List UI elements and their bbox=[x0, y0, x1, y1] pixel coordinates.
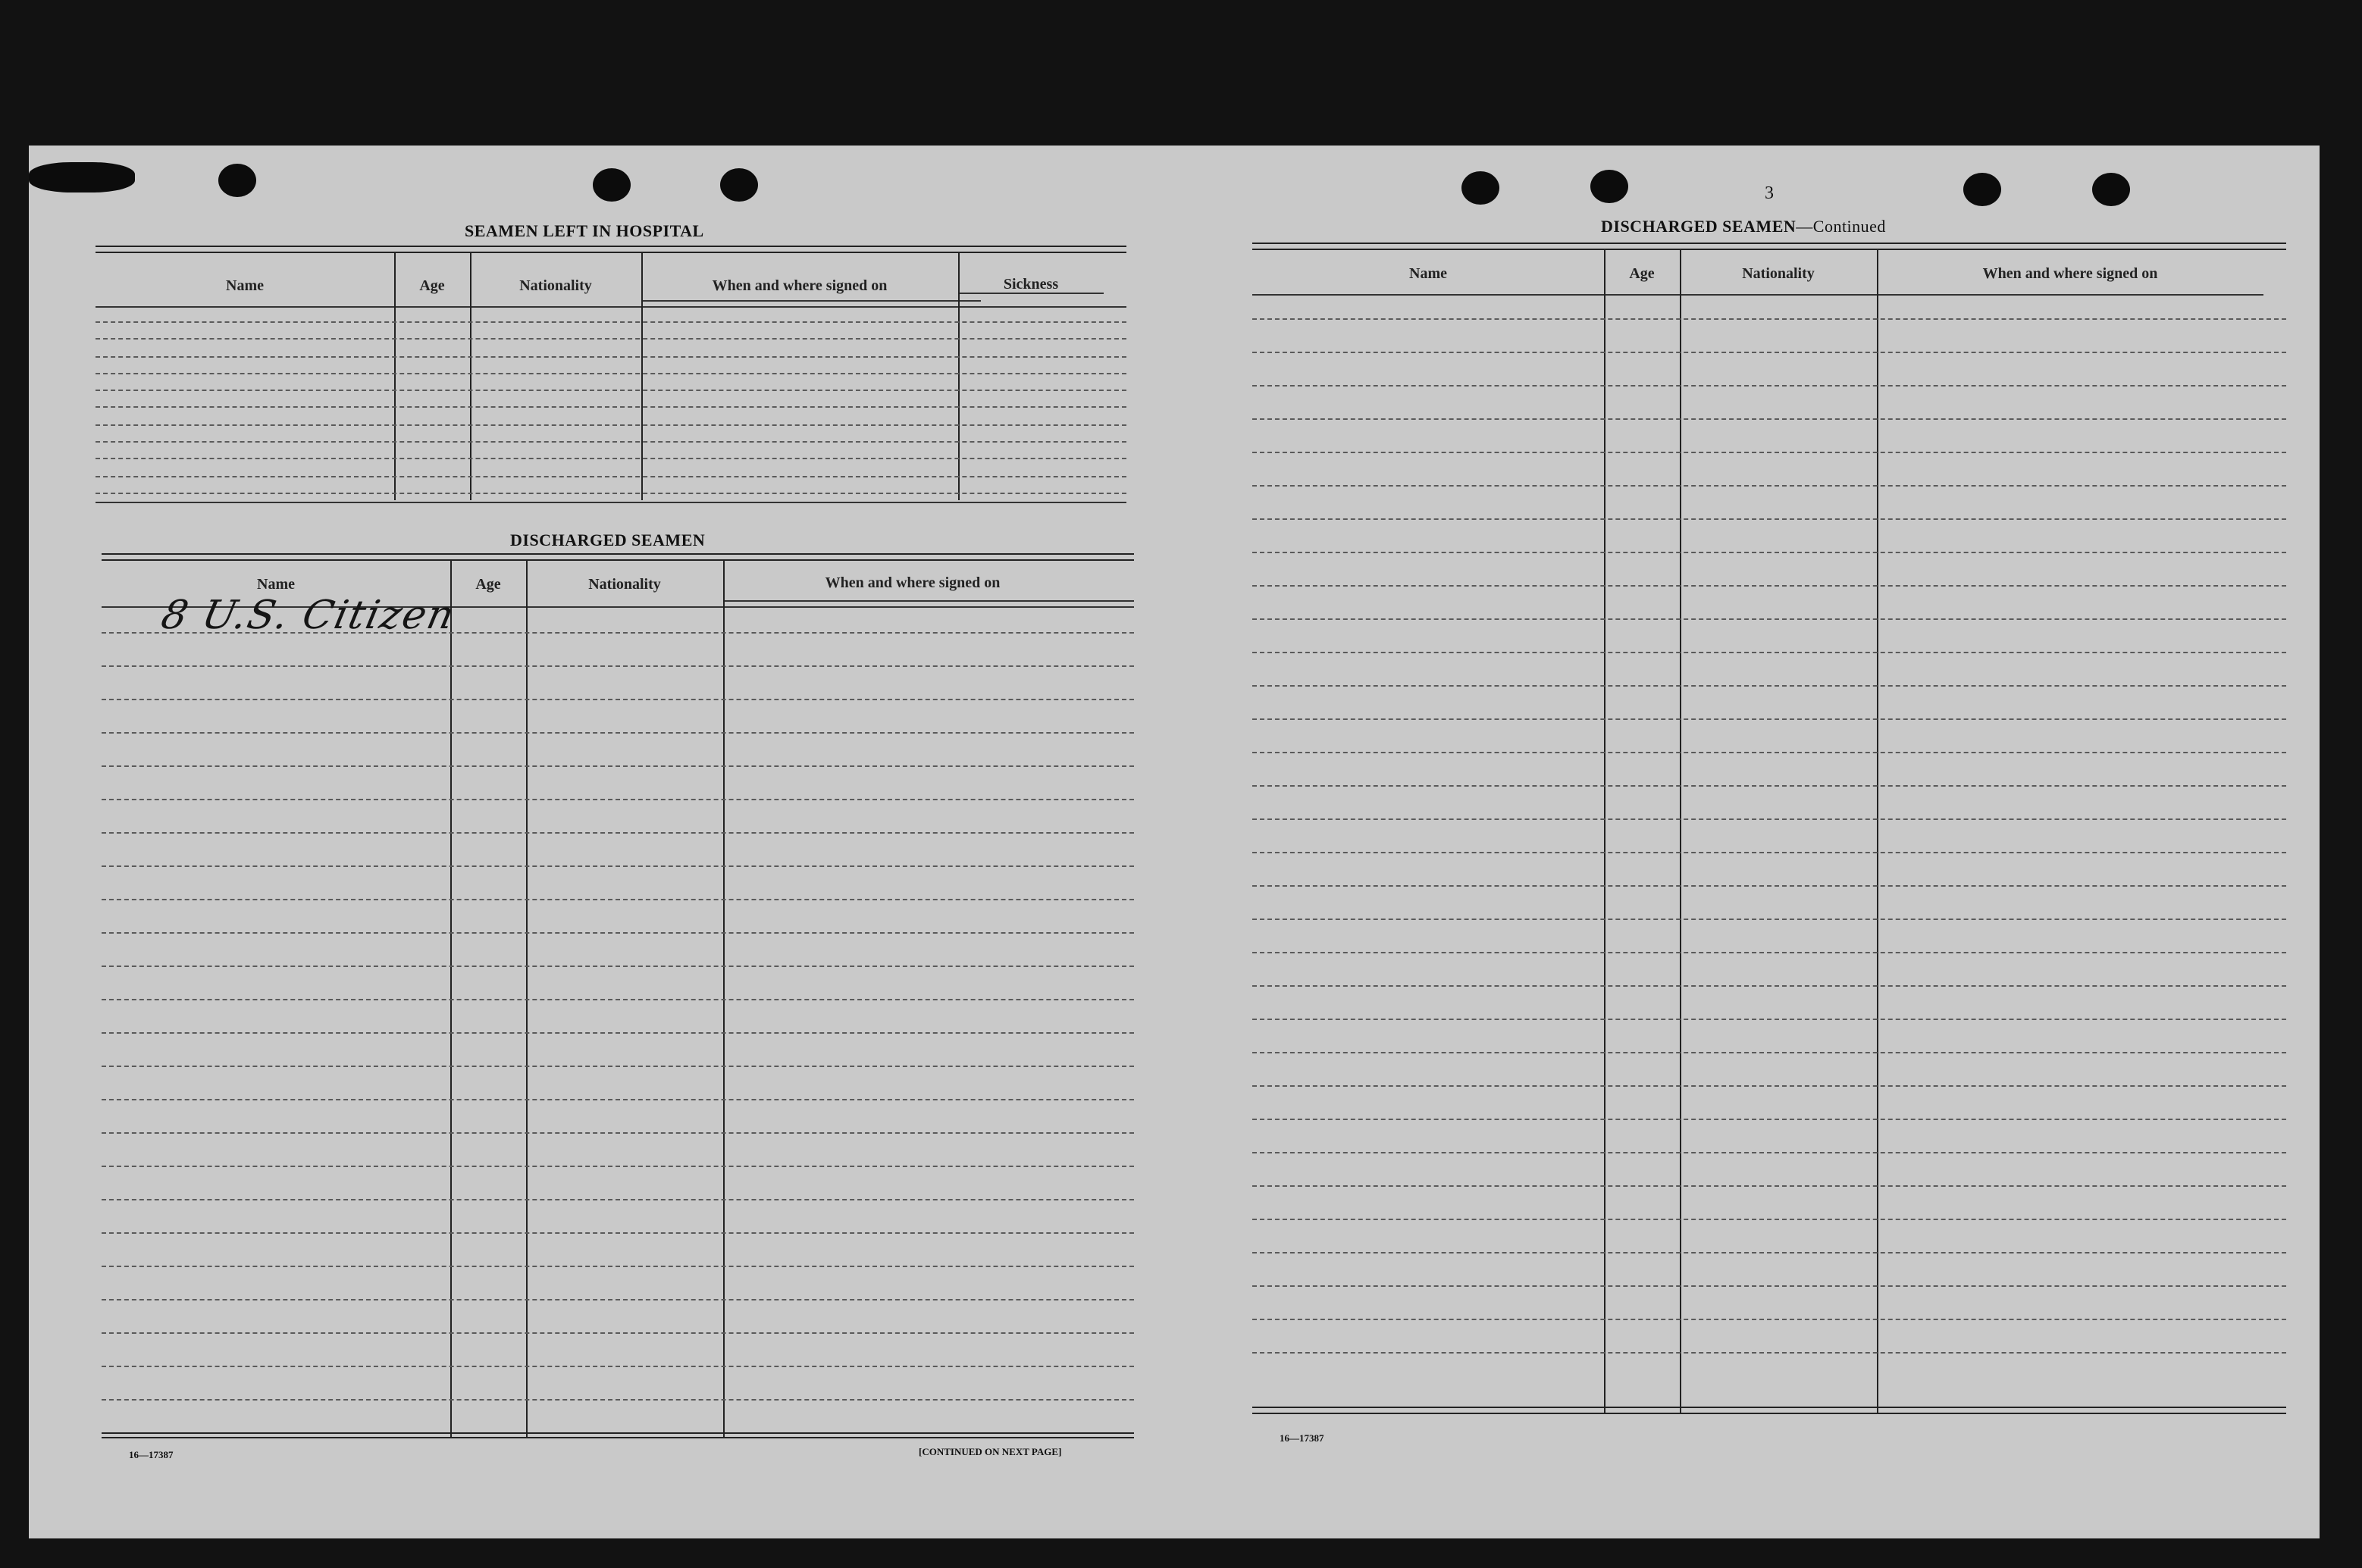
continued-note: [CONTINUED ON NEXT PAGE] bbox=[919, 1446, 1062, 1457]
discharged-section-title: DISCHARGED SEAMEN bbox=[510, 530, 706, 549]
punch-hole bbox=[218, 164, 256, 197]
discharged-col-nationality: Nationality bbox=[588, 576, 661, 593]
left-form-number: 16—17387 bbox=[129, 1449, 174, 1460]
handwritten-entry: 8 U.S. Citizen bbox=[157, 593, 460, 638]
continued-col-nationality: Nationality bbox=[1742, 265, 1815, 282]
discharged-continued-title bbox=[1601, 217, 1886, 236]
discharged-table bbox=[102, 553, 1134, 1448]
discharged-col-age: Age bbox=[475, 576, 501, 593]
discharged-continued-suffix: —Continued bbox=[1796, 217, 1886, 236]
continued-col-when-where: When and where signed on bbox=[1982, 265, 2158, 282]
continued-col-age: Age bbox=[1629, 265, 1655, 282]
hospital-col-name: Name bbox=[226, 277, 264, 294]
page-number: 3 bbox=[1765, 183, 1774, 203]
punch-hole bbox=[720, 168, 758, 202]
hospital-col-nationality: Nationality bbox=[519, 277, 592, 294]
punch-hole bbox=[593, 168, 631, 202]
punch-hole bbox=[1461, 171, 1499, 205]
punch-hole bbox=[1590, 170, 1628, 203]
right-form-number: 16—17387 bbox=[1280, 1432, 1324, 1444]
punch-hole bbox=[2092, 173, 2130, 206]
discharged-continued-table bbox=[1252, 243, 2286, 1432]
hospital-col-when-where: When and where signed on bbox=[712, 277, 888, 294]
hospital-col-sickness: Sickness bbox=[1003, 276, 1059, 293]
discharged-col-when-where: When and where signed on bbox=[825, 574, 1001, 591]
ink-blot bbox=[29, 162, 135, 192]
continued-col-name: Name bbox=[1409, 265, 1447, 282]
punch-hole bbox=[1963, 173, 2001, 206]
hospital-col-age: Age bbox=[419, 277, 445, 294]
form-sheet bbox=[29, 146, 2320, 1538]
discharged-col-name: Name bbox=[257, 576, 295, 593]
hospital-section-title: SEAMEN LEFT IN HOSPITAL bbox=[465, 221, 704, 240]
discharged-continued-title-main: DISCHARGED SEAMEN bbox=[1601, 217, 1797, 236]
